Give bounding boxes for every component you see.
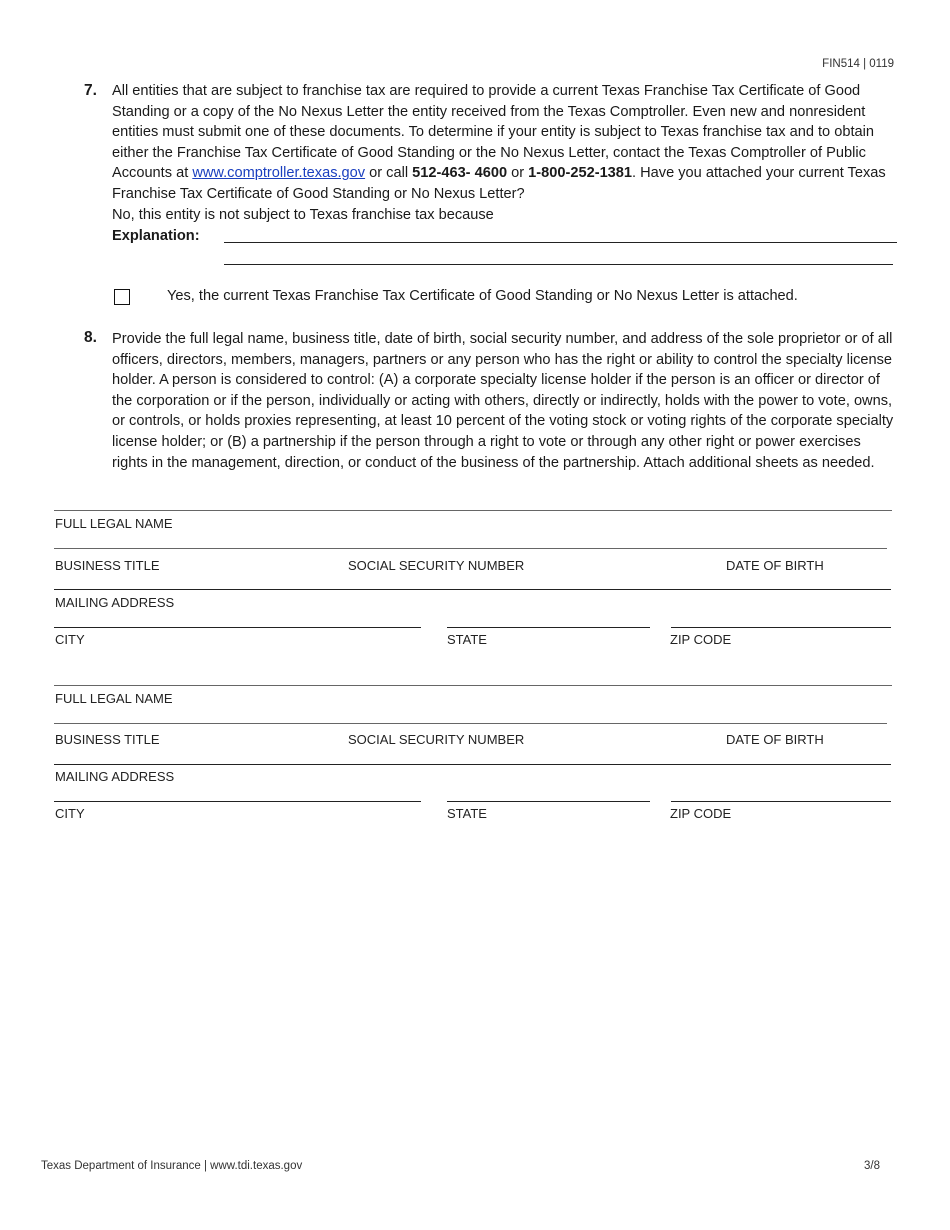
- state-line[interactable]: [447, 801, 650, 802]
- business-title-ssn-dob-line[interactable]: [54, 723, 887, 724]
- zip-line[interactable]: [671, 801, 891, 802]
- ssn-label: SOCIAL SECURITY NUMBER: [348, 558, 525, 573]
- form-number: FIN514 | 0119: [822, 58, 894, 70]
- question-8-number: 8.: [84, 329, 97, 346]
- city-label: CITY: [55, 806, 85, 821]
- zip-label: ZIP CODE: [670, 806, 732, 821]
- full-legal-name-line[interactable]: [54, 685, 892, 686]
- yes-attached-checkbox[interactable]: [114, 289, 130, 305]
- city-label: CITY: [55, 632, 85, 647]
- explanation-line-1[interactable]: [224, 242, 897, 243]
- q7-text-1: All entities that are subject to franchise tax are required to provide a current Texas Franchise Tax Certificate of Good Standing or a copy of the No Nexus Letter the entity received from the Texas Comptroller. Even new and nonresident entities must submit one of these documents. To determine if your entity is subject to Texas franchise tax and to obtain either the Franchise Tax Certificate of Good Standing or the No Nexus Letter, contact the Texas Comptroller of Public Accounts at: [112, 83, 874, 182]
- zip-line[interactable]: [671, 627, 891, 628]
- yes-option-label: Yes, the current Texas Franchise Tax Certificate of Good Standing or No Nexus Letter is attached.: [167, 288, 798, 304]
- phone-1: 512-463- 4600: [412, 165, 508, 182]
- full-legal-name-label: FULL LEGAL NAME: [55, 516, 173, 531]
- footer-organization: Texas Department of Insurance | www.tdi.texas.gov: [41, 1160, 303, 1172]
- zip-label: ZIP CODE: [670, 632, 732, 647]
- state-line[interactable]: [447, 627, 650, 628]
- ssn-label: SOCIAL SECURITY NUMBER: [348, 732, 525, 747]
- question-8-text: Provide the full legal name, business title, date of birth, social security number, and address of the sole proprietor or of all officers, directors, members, managers, partners or any person who has the right or ability to control the specialty license holder. A person is considered to control: (A) a corporate specialty license holder if the person is an officer or director of the corporation or if the person, individually or acting with others, directly or indirectly, holds with the power to vote, owns, or controls, or holds proxies representing, at least 10 percent of the voting stock or voting rights of the corporate specialty license holder; or (B) a partnership if the person through a right to vote or through any other right or power exercises rights in the management, direction, or conduct of the business of the partnership. Attach additional sheets as needed.: [112, 331, 894, 471]
- q7-text-3: or: [507, 165, 529, 182]
- q7-text-2: or call: [365, 165, 413, 182]
- no-option-text: No, this entity is not subject to Texas franchise tax because: [112, 206, 494, 223]
- business-title-label: BUSINESS TITLE: [55, 558, 160, 573]
- full-legal-name-line[interactable]: [54, 510, 892, 511]
- q7-text-4: . Have you attached your current Texas Franchise Tax Certificate of Good Standing or No Nexus Letter?: [112, 165, 886, 202]
- question-7-number: 7.: [84, 82, 97, 99]
- city-line[interactable]: [54, 801, 421, 802]
- city-line[interactable]: [54, 627, 421, 628]
- mailing-address-label: MAILING ADDRESS: [55, 769, 175, 784]
- mailing-address-label: MAILING ADDRESS: [55, 595, 175, 610]
- question-7-text: [112, 81, 897, 225]
- dob-label: DATE OF BIRTH: [726, 558, 824, 573]
- comptroller-link[interactable]: www.comptroller.texas.gov: [192, 165, 366, 182]
- explanation-line-2[interactable]: [224, 264, 893, 265]
- business-title-label: BUSINESS TITLE: [55, 732, 160, 747]
- explanation-label: Explanation:: [112, 228, 200, 244]
- state-label: STATE: [447, 806, 487, 821]
- full-legal-name-label: FULL LEGAL NAME: [55, 691, 173, 706]
- mailing-address-line[interactable]: [54, 589, 891, 590]
- mailing-address-line[interactable]: [54, 764, 891, 765]
- phone-2: 1-800-252-1381: [528, 165, 633, 182]
- dob-label: DATE OF BIRTH: [726, 732, 824, 747]
- state-label: STATE: [447, 632, 487, 647]
- business-title-ssn-dob-line[interactable]: [54, 548, 887, 549]
- page-number: 3/8: [864, 1160, 880, 1172]
